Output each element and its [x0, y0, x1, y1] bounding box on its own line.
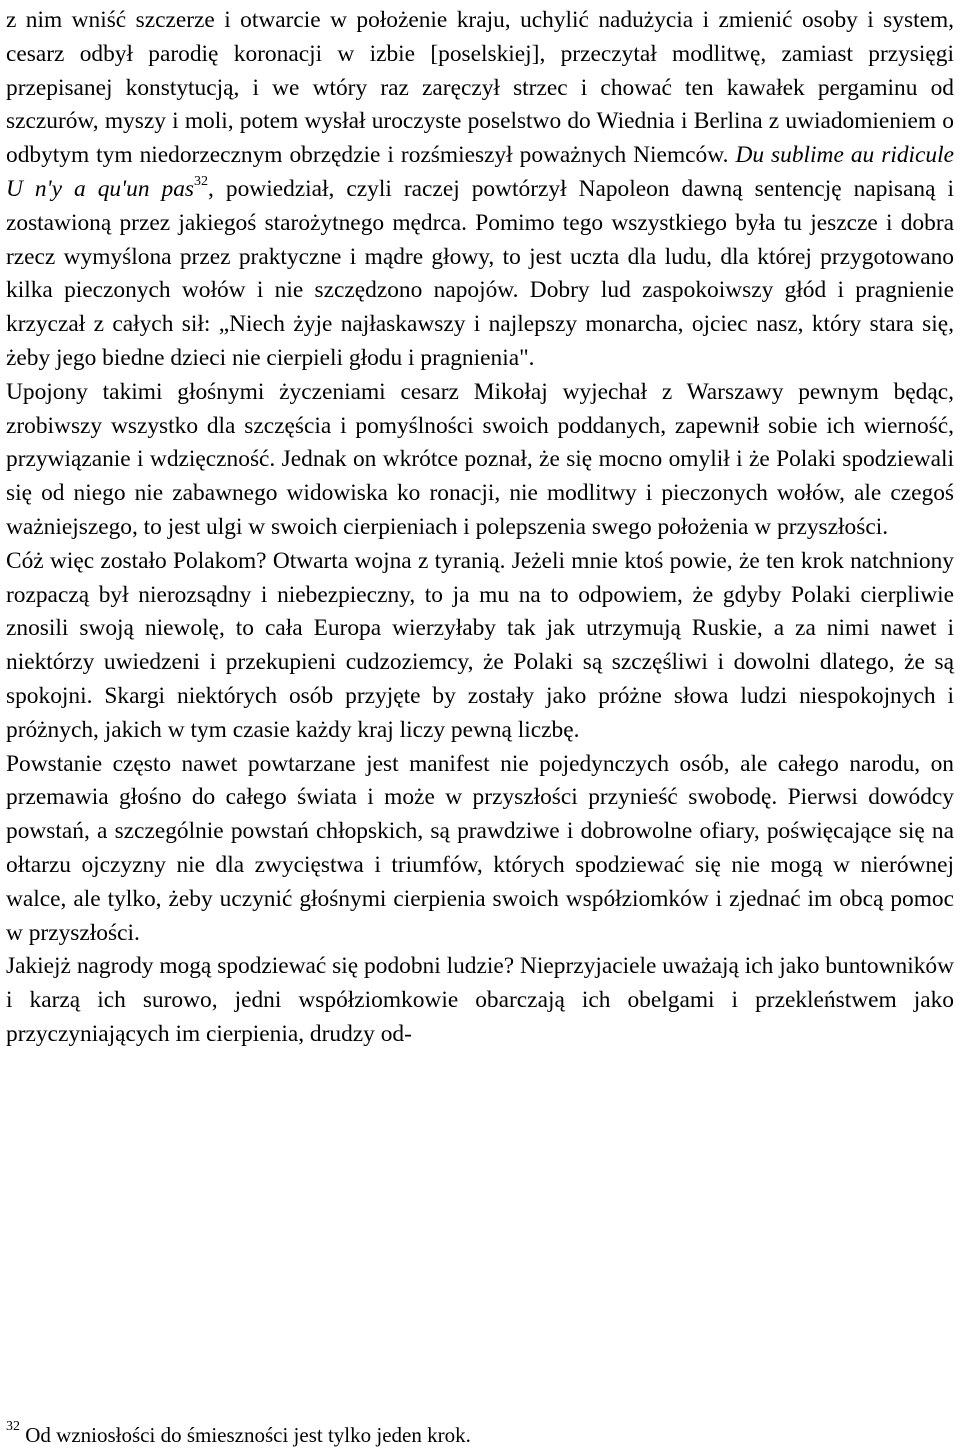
- paragraph-1-text: z nim wniść szczerze i otwarcie w położenie kraju, uchylić nadużycia i zmienić osoby i system, cesarz odbył parodię koronacji w izbie [poselskiej], przeczytał modlitwę, zamiast przysięgi przepisanej konstytucją, i we wtóry raz zaręczył strzec i chować ten kawałek pergaminu od szczurów, myszy i moli, potem wysłał uroczyste poselstwo do Wiednia i Berlina z uwiadomieniem o odbytym tym niedorzecznym obrzędzie i rozśmieszył poważnych Niemców.: [6, 7, 954, 169]
- footnote-number: 32: [6, 1419, 20, 1434]
- paragraph-3: Cóż więc zostało Polakom? Otwarta wojna z tyranią. Jeżeli mnie ktoś powie, że ten krok natchniony rozpaczą był nierozsądny i niebezpieczny, to ja mu na to odpowiem, że gdyby Polaki cierpliwie znosili swoją niewolę, to cała Europa wierzyłaby tak jak utrzymują Ruskie, a za nimi nawet i niektórzy uwiedzeni i przekupieni cudzoziemcy, że Polaki są szczęśliwi i dowolni dlatego, że są spokojni. Skargi niektórych osób przyjęte by zostały jako próżne słowa ludzi niespokojnych i próżnych, jakich w tym czasie każdy kraj liczy pewną liczbę.: [6, 547, 954, 743]
- footnote-text: Od wzniosłości do śmieszności jest tylko jeden krok.: [20, 1423, 471, 1447]
- document-page: [6, 4, 954, 1052]
- paragraph-2: Upojony takimi głośnymi życzeniami cesarz Mikołaj wyjechał z Warszawy pewnym będąc, zrobiwszy wszystko dla szczęścia i pomyślności swoich poddanych, zapewnił sobie ich wierność, przywiązanie i wdzięczność. Jednak on wkrótce poznał, że się mocno omylił i że Polaki spodziewali się od niego nie zabawnego widowiska ko ronacji, nie modlitwy i pieczonych wołów, ale czegoś ważniejszego, to jest ulgi w swoich cierpieniach i polepszenia swego położenia w przyszłości.: [6, 378, 954, 540]
- paragraph-5: Jakiejż nagrody mogą spodziewać się podobni ludzie? Nieprzyjaciele uważają ich jako buntowników i karzą ich surowo, jedni współziomkowie obarczają ich obelgami i przekleństwem jako przyczyniających im cierpienia, drudzy od-: [6, 953, 954, 1047]
- paragraph-1-continuation: , powiedział, czyli raczej powtórzył Napoleon dawną sentencję napisaną i zostawioną przez jakiegoś starożytnego mędrca. Pomimo tego wszystkiego była tu jeszcze i dobra rzecz wymyślona przez praktyczne i mądre głowy, to jest uczta dla ludu, dla której przygotowano kilka pieczonych wołów i nie szczędzono napojów. Dobry lud zaspokoiwszy głód i pragnienie krzyczał z całych sił: „Niech żyje najłaskawszy i najlepszy monarcha, ojciec nasz, który stara się, żeby jego biedne dzieci nie cierpieli głodu i pragnienia".: [6, 175, 955, 371]
- paragraph-1: [6, 4, 954, 376]
- french-quote: Du sublime au ridicule U n'y a qu'un pas: [6, 142, 954, 202]
- footnote: [6, 1420, 954, 1450]
- paragraph-4: Powstanie często nawet powtarzane jest manifest nie pojedynczych osób, ale całego narodu, on przemawia głośno do całego świata i może w przyszłości przynieść swobodę. Pierwsi dowódcy powstań, a szczególnie powstań chłopskich, są prawdziwe i dobrowolne ofiary, poświęcające się na ołtarzu ojczyzny nie dla zwycięstwa i triumfów, których spodziewać się nie mogą w nierównej walce, ale tylko, żeby uczynić głośnymi cierpienia swoich współziomków i zjednać im obcą pomoc w przyszłości.: [6, 750, 954, 946]
- footnote-ref-32: 32: [194, 174, 209, 190]
